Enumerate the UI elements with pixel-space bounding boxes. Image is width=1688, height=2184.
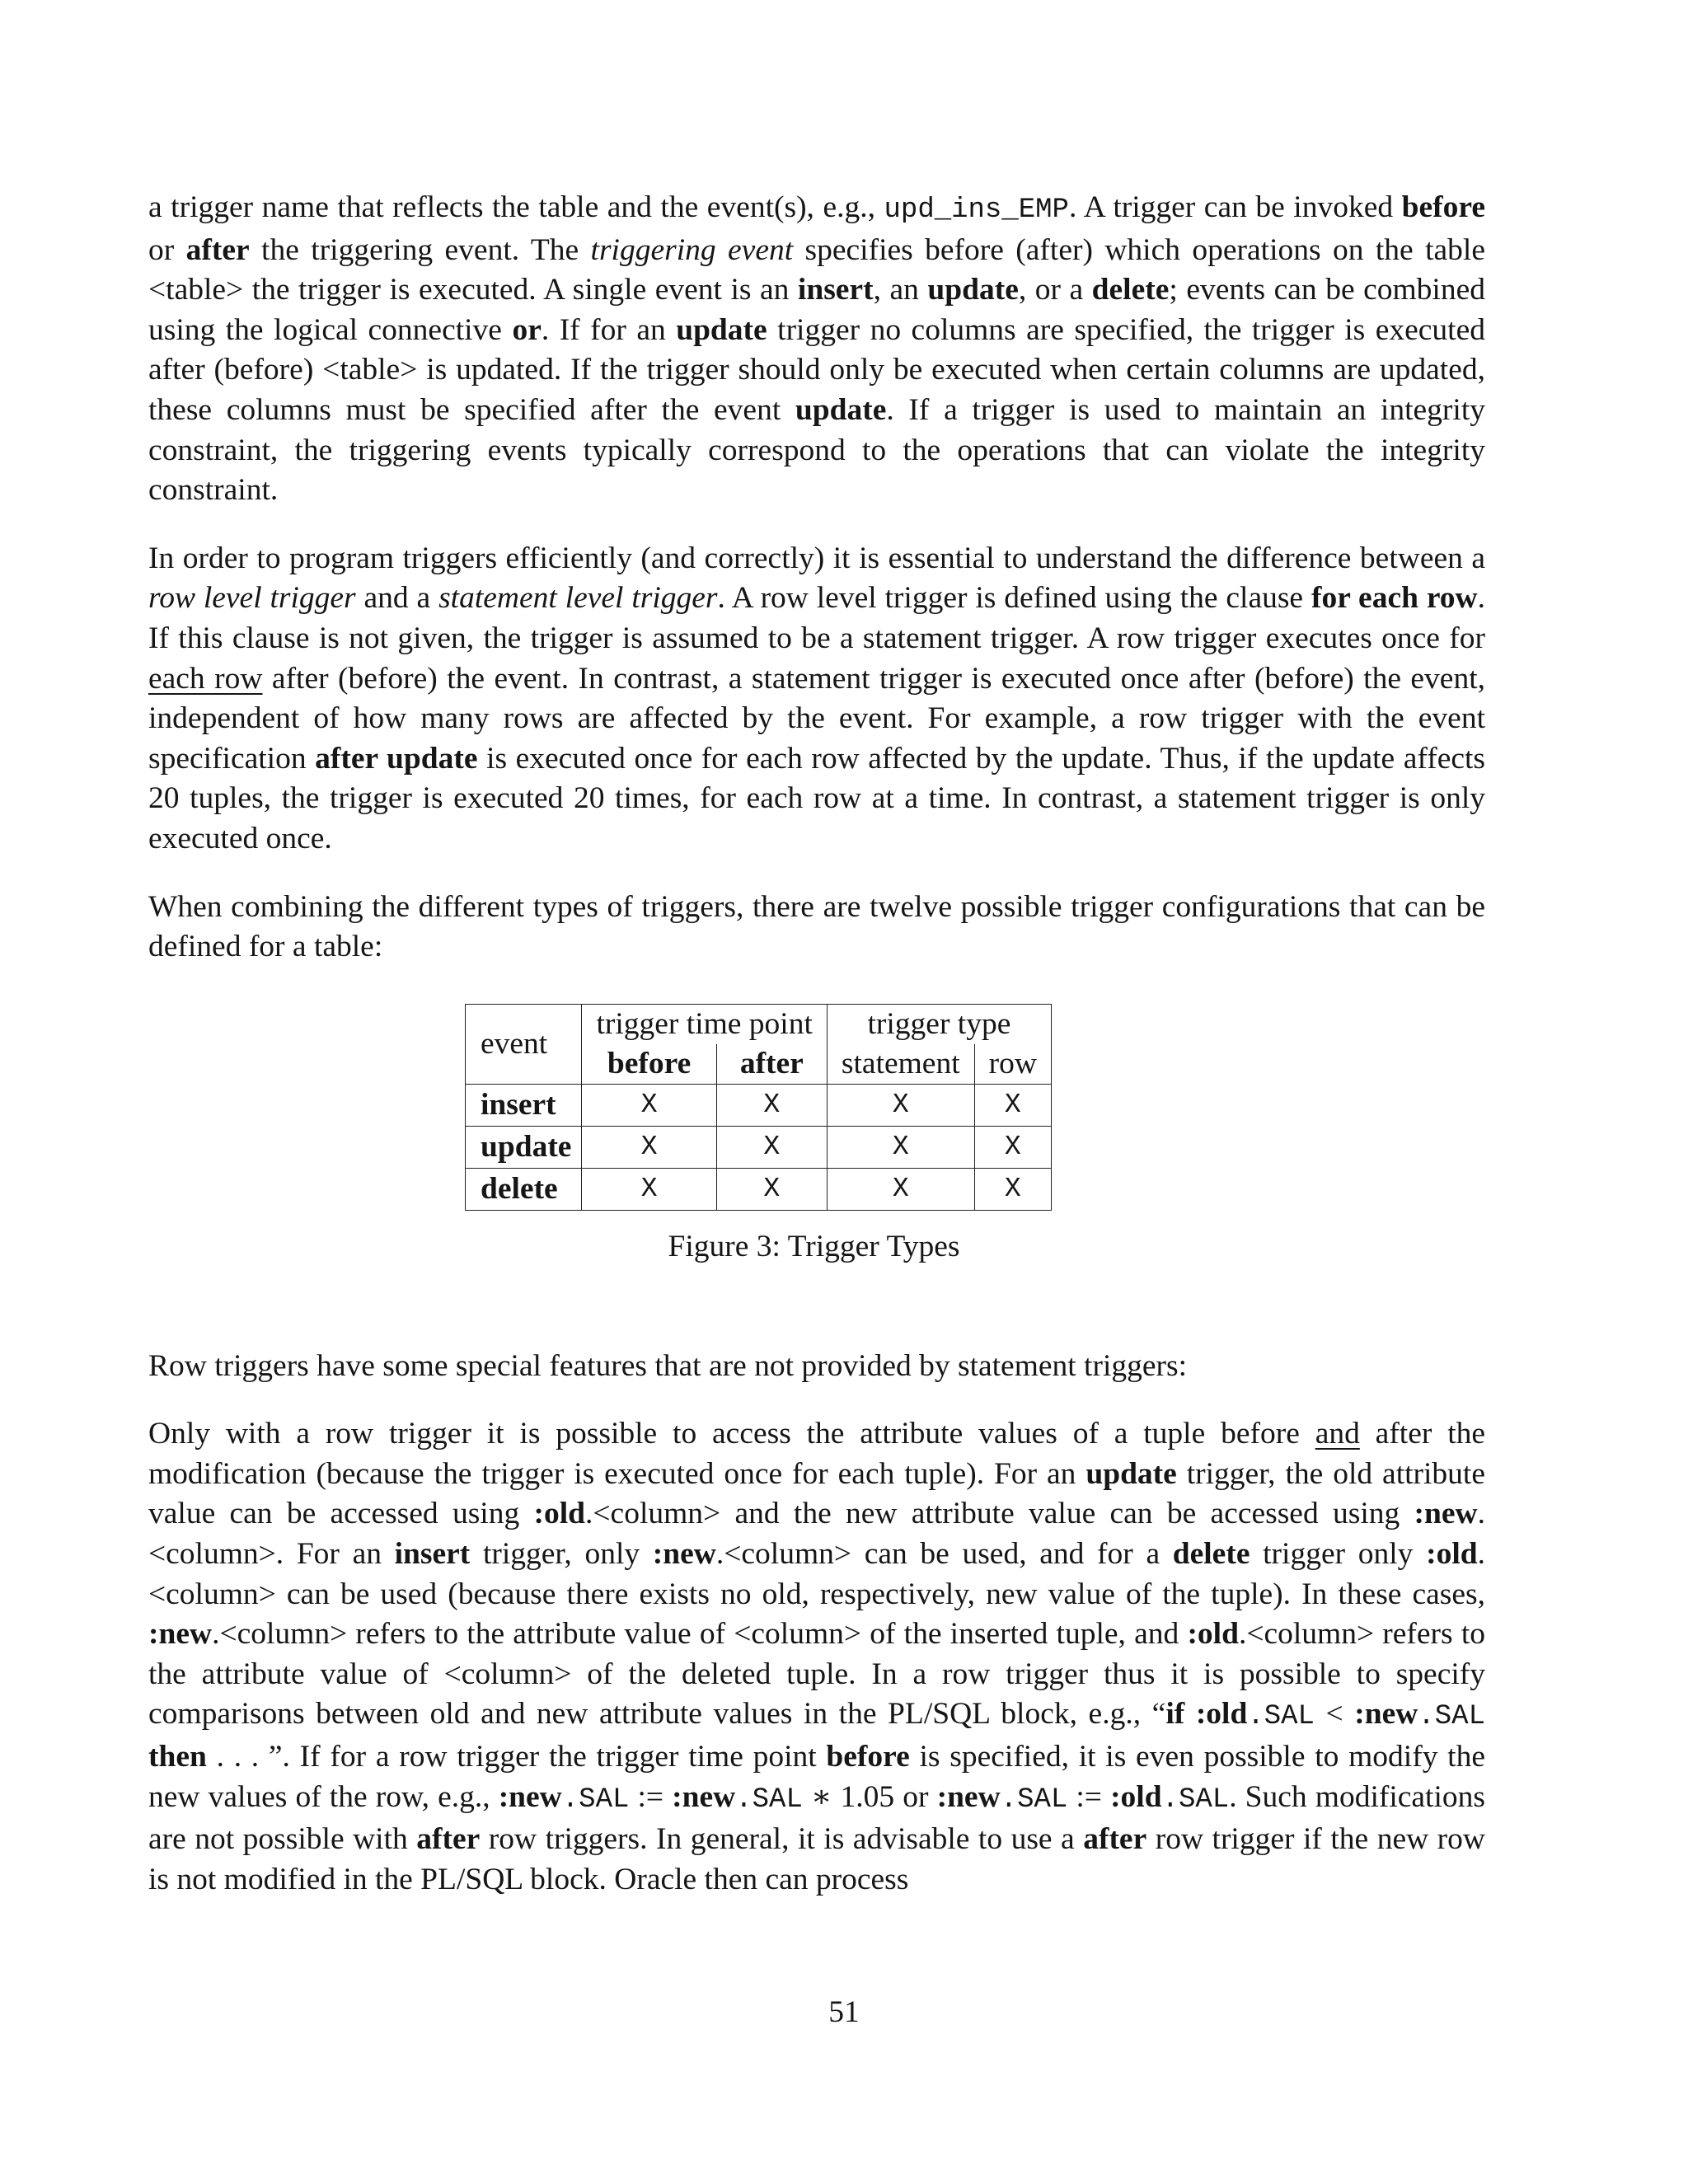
header-statement: statement [827, 1044, 974, 1085]
header-after: after [716, 1044, 827, 1085]
cell-mark: X [827, 1084, 974, 1126]
table-row [466, 1126, 1052, 1168]
trigger-types-figure [148, 1004, 1485, 1264]
header-time-point: trigger time point [582, 1004, 827, 1044]
cell-mark: X [582, 1168, 716, 1210]
table-row [466, 1168, 1052, 1210]
figure-caption: Figure 3: Trigger Types [668, 1229, 960, 1263]
cell-mark: X [827, 1168, 974, 1210]
trigger-types-table [465, 1004, 1052, 1211]
header-trigger-type: trigger type [827, 1004, 1051, 1044]
row-label-update: update [466, 1126, 582, 1168]
table-row [466, 1084, 1052, 1126]
cell-mark: X [827, 1126, 974, 1168]
row-label-delete: delete [466, 1168, 582, 1210]
cell-mark: X [582, 1084, 716, 1126]
code-trigger-name: upd_ins_EMP [884, 194, 1069, 226]
paragraph-row-features-intro: Row triggers have some special features that are not provided by statement triggers: [148, 1348, 1188, 1383]
cell-mark: X [716, 1126, 827, 1168]
header-row: row [974, 1044, 1051, 1085]
cell-mark: X [974, 1084, 1051, 1126]
paragraph-row-vs-statement: In order to program triggers efficiently (and correctly) it is essential to understand the difference between a row level trigger and a statement level trigger. A row level trigger is defined using the clause for each row. If this clause is not given, the trigger is assumed to be a statement trigger. A row trigger executes once for each row after (before) the event. In contrast, a statement trigger is executed once after (before) the event, independent of how many rows are affected by the event. For example, a row trigger with the event specification after update is executed once for each row affected by the update. Thus, if the update affects 20 tuples, the trigger is executed 20 times, for each row at a time. In contrast, a statement trigger is only executed once. [148, 541, 1485, 855]
page-number: 51 [828, 1995, 860, 2029]
header-before: before [582, 1044, 716, 1085]
paragraph-twelve-configurations: When combining the different types of triggers, there are twelve possible trigger configurations that can be defined for a table: [148, 889, 1485, 964]
cell-mark: X [716, 1084, 827, 1126]
cell-mark: X [582, 1126, 716, 1168]
cell-mark: X [974, 1126, 1051, 1168]
paragraph-trigger-events: a trigger name that reflects the table and the event(s), e.g., upd_ins_EMP. A trigger can be invoked before or after the triggering event. The triggering event specifies before (after) which operations on the table <table> the trigger is executed. A single event is an insert, an update, or a delete; events can be combined using the logical connective or. If for an update trigger no columns are specified, the trigger is executed after (before) <table> is updated. If the trigger should only be executed when certain columns are updated, these columns must be specified after the event update. If a trigger is used to maintain an integrity constraint, the triggering events typically correspond to the operations that can violate the integrity constraint. [148, 190, 1485, 508]
cell-mark: X [716, 1168, 827, 1210]
cell-mark: X [974, 1168, 1051, 1210]
paragraph-old-new-values: Only with a row trigger it is possible to access the attribute values of a tuple before and after the modification (because the trigger is executed once for each tuple). For an update trigger, the old attribute value can be accessed using :old.<column> and the new attribute value can be accessed using :new.<column>. For an insert trigger, only :new.<column> can be used, and for a delete trigger only :old.<column> can be used (because there exists no old, respectively, new value of the tuple). In these cases, :new.<column> refers to the attribute value of <column> of the inserted tuple, and :old.<column> refers to the attribute value of <column> of the deleted tuple. In a row trigger thus it is possible to specify comparisons between old and new attribute values in the PL/SQL block, e.g., “if :old.SAL < :new.SAL then . . . ”. If for a row trigger the trigger time point before is specified, it is even possible to modify the new values of the row, e.g., :new.SAL := :new.SAL ∗ 1.05 or :new.SAL := :old.SAL. Such modifications are not possible with after row triggers. In general, it is advisable to use a after row trigger if the new row is not modified in the PL/SQL block. Oracle then can process [148, 1417, 1486, 1896]
page-body [148, 188, 1485, 1900]
row-label-insert: insert [466, 1084, 582, 1126]
header-event: event [466, 1004, 582, 1084]
